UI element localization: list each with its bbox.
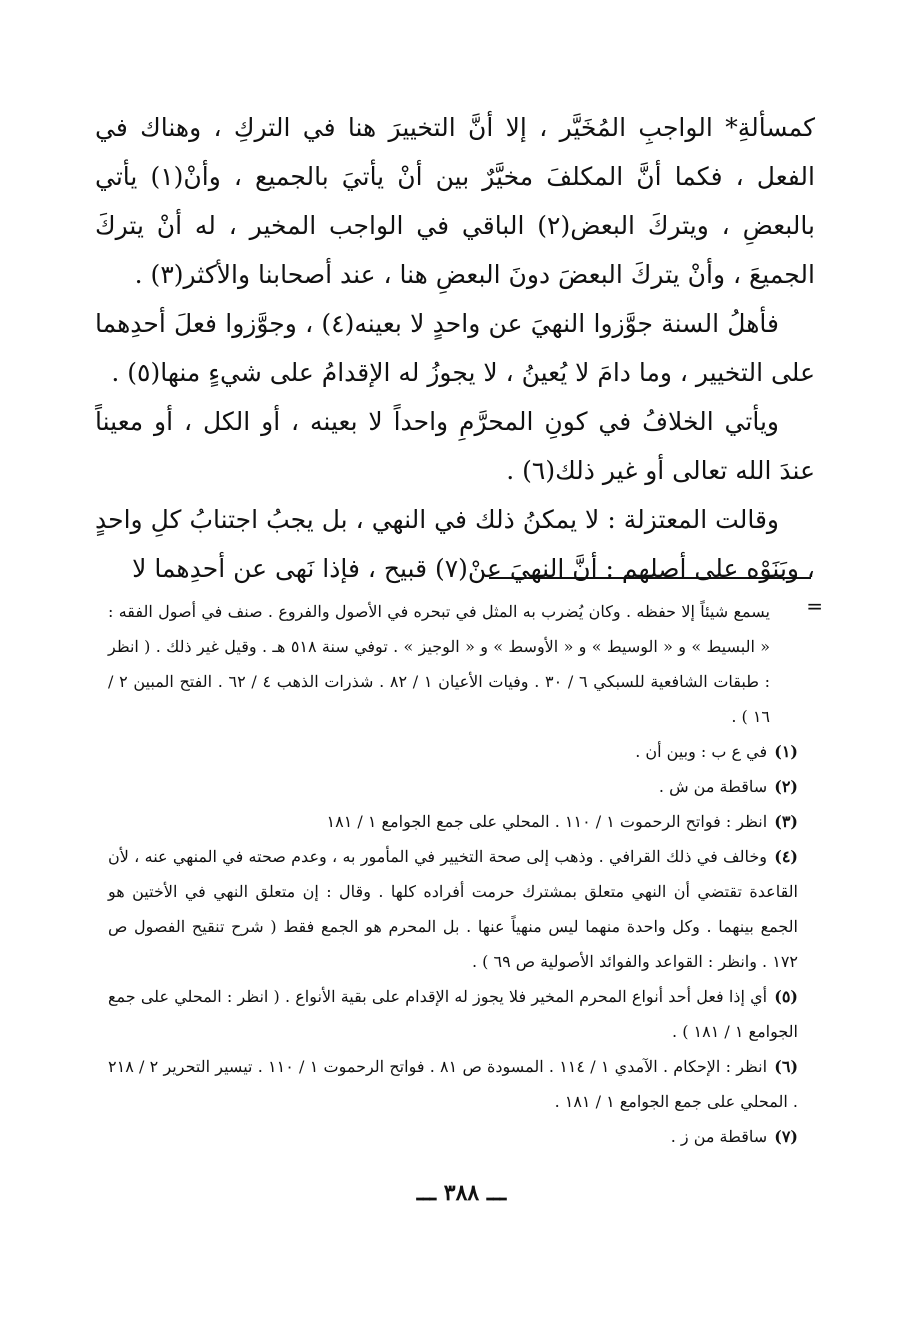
- footnote-item: [108, 769, 798, 804]
- footnote-item: [108, 979, 798, 1049]
- footnote-text: انظر : فواتح الرحموت ١ / ١١٠ . المحلي على جمع الجوامع ١ / ١٨١: [326, 812, 768, 831]
- footnote-number: (٦): [774, 1057, 799, 1076]
- footnote-number: (٥): [774, 987, 798, 1006]
- footnote-number: (٧): [774, 1127, 798, 1146]
- footnote-item: [108, 1049, 798, 1119]
- main-paragraph: كمسألةِ* الواجبِ المُخَيَّر ، إلا أنَّ التخييرَ هنا في التركِ ، وهناك في الفعل ، فكما أنَّ المكلفَ مخيَّرٌ بين أنْ يأتيَ بالجميع ، وأنْ(١) يأتي بالبعضِ ، ويتركَ البعض(٢) الباقي في الواجب المخير ، له أنْ يتركَ الجميعَ ، وأنْ يتركَ البعضَ دونَ البعضِ هنا ، عند أصحابنا والأكثر(٣) .: [95, 113, 815, 289]
- footnote-text: وخالف في ذلك القرافي . وذهب إلى صحة التخيير في المأمور به ، وعدم صحته في المنهي عنه ، لأن القاعدة تقتضي أن النهي متعلق بمشترك حرمت أفراده كلها . وقال : إن متعلق النهي في الأختين هو الجمع بينهما . وكل واحدة منهما ليس منهياً عنها . بل المحرم هو الجمع فقط ( شرح تنقيح الفصول ص ١٧٢ . وانظر : القواعد والفوائد الأصولية ص ٦٩ ) .: [108, 847, 799, 971]
- footnote-text: ساقطة من ز .: [670, 1127, 768, 1146]
- footnote-text: أي إذا فعل أحد أنواع المحرم المخير فلا يجوز له الإقدام على بقية الأنواع . ( انظر : المحلي على جمع الجوامع ١ / ١٨١ ) .: [108, 987, 798, 1041]
- main-text: [95, 103, 815, 593]
- main-paragraph: فأهلُ السنة جوَّزوا النهيَ عن واحدٍ لا بعينه(٤) ، وجوَّزوا فعلَ أحدِهما على التخيير ، وما دامَ لا يُعينُ ، لا يجوزُ له الإقدامُ على شيءٍ منها(٥) .: [95, 309, 815, 387]
- footnote-text: انظر : الإحكام . الآمدي ١ / ١١٤ . المسودة ص ٨١ . فواتح الرحموت ١ / ١١٠ . تيسير التحرير ٢ / ٢١٨ . المحلي على جمع الجوامع ١ / ١٨١ .: [108, 1057, 798, 1111]
- footnote-number: (٣): [774, 812, 798, 831]
- footnote-item: [108, 1119, 798, 1154]
- footnote-number: (٤): [774, 847, 798, 866]
- footnote-separator: [489, 577, 811, 579]
- footnote-text: ساقطة من ش .: [658, 777, 768, 796]
- footnote-item: [108, 804, 798, 839]
- footnote-text: في ع ب : وبين أن .: [635, 742, 768, 761]
- footnotes: [108, 594, 798, 1154]
- footnote-continuation-mark: =: [806, 594, 823, 618]
- main-paragraph: ويأتي الخلافُ في كونِ المحرَّمِ واحداً لا بعينه ، أو الكل ، أو معيناً عندَ الله تعالى أو غير ذلك(٦) .: [95, 407, 815, 485]
- footnote-item: [108, 839, 798, 979]
- page-number: ـــ ٣٨٨ ـــ: [416, 1180, 507, 1206]
- footnote-item: [108, 734, 798, 769]
- footnote-continuation: يسمع شيئاً إلا حفظه . وكان يُضرب به المثل في تبحره في الأصول والفروع . صنف في أصول الفقه : « البسيط » و « الوسيط » و « الأوسط » و « الوجيز » . توفي سنة ٥١٨ هـ . وقيل غير ذلك . ( انظر : طبقات الشافعية للسبكي ٦ / ٣٠ . وفيات الأعيان ١ / ٨٢ . شذرات الذهب ٤ / ٦٢ . الفتح المبين ٢ / ١٦ ) .: [108, 602, 771, 726]
- main-paragraph: وقالت المعتزلة : لا يمكنُ ذلك في النهي ، بل يجبُ اجتنابُ كلِ واحدٍ ، وبَنَوْه على أصلهم : أنَّ النهيَ عنْ(٧) قبيح ، فإذا نَهى عن أحدِهما لا: [95, 505, 815, 583]
- footnote-number: (١): [774, 742, 798, 761]
- footnote-number: (٢): [774, 777, 798, 796]
